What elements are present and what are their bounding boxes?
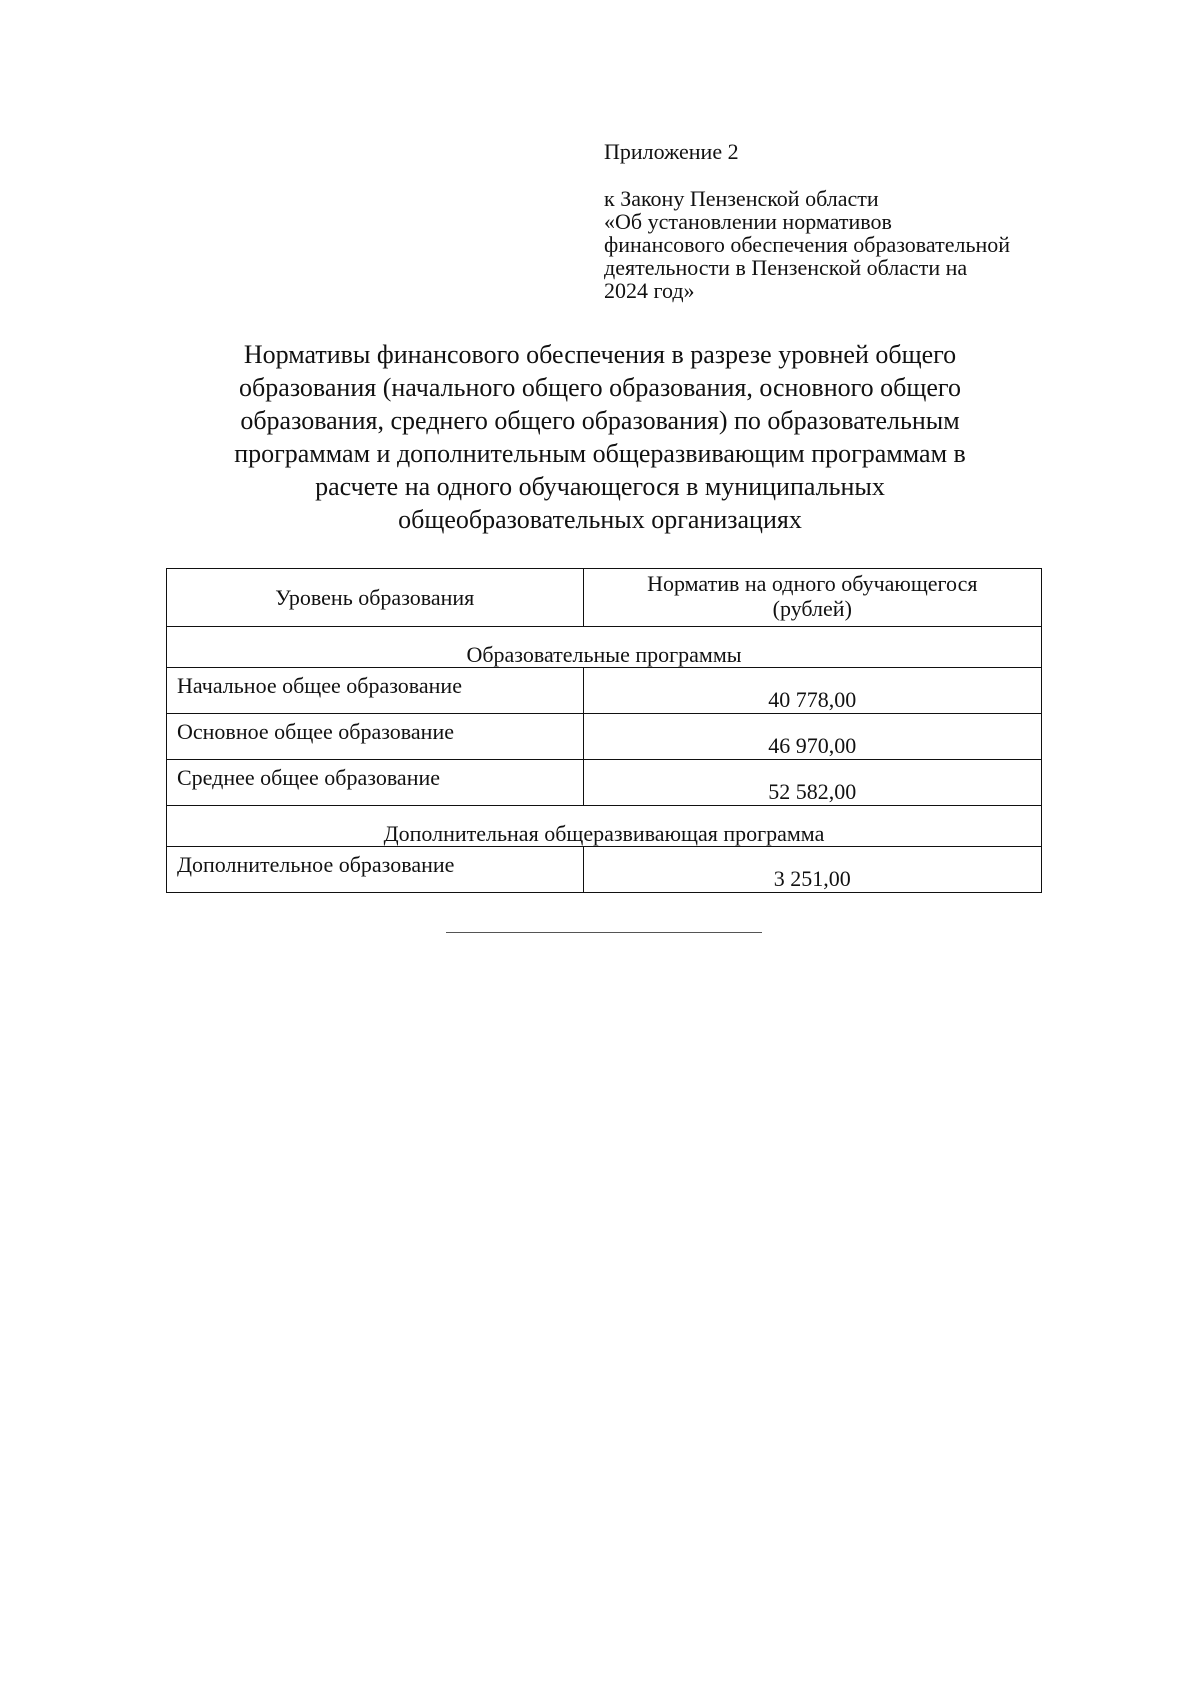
title-line: расчете на одного обучающегося в муниципальных	[315, 472, 885, 501]
row-label: Начальное общее образование	[167, 668, 584, 714]
title-line: программам и дополнительным общеразвивающим программам в	[234, 439, 966, 468]
title-line: общеобразовательных организациях	[398, 505, 802, 534]
row-value: 3 251,00	[583, 847, 1041, 893]
row-label: Дополнительное образование	[167, 847, 584, 893]
table-header-row	[167, 569, 1042, 627]
title-line: Нормативы финансового обеспечения в разрезе уровней общего	[243, 340, 957, 369]
title-line: образования, среднего общего образования) по образовательным	[240, 406, 960, 435]
table-row	[167, 760, 1042, 806]
end-divider	[446, 932, 762, 933]
table-row	[167, 714, 1042, 760]
row-value: 46 970,00	[583, 714, 1041, 760]
section-title: Дополнительная общеразвивающая программа	[167, 806, 1042, 847]
header-level: Уровень образования	[167, 569, 584, 627]
norms-table	[166, 568, 1042, 893]
appendix-line: «Об установлении нормативов	[604, 209, 892, 234]
row-value: 52 582,00	[583, 760, 1041, 806]
appendix-line: деятельности в Пензенской области на	[604, 255, 968, 280]
section-row	[167, 806, 1042, 847]
appendix-line: финансового обеспечения образовательной	[604, 232, 1011, 257]
row-label: Основное общее образование	[167, 714, 584, 760]
document-title	[150, 338, 1050, 536]
row-label: Среднее общее образование	[167, 760, 584, 806]
row-value: 40 778,00	[583, 668, 1041, 714]
header-norm	[583, 569, 1041, 627]
appendix-line: к Закону Пензенской области	[604, 186, 879, 211]
table-row	[167, 847, 1042, 893]
appendix-line: 2024 год»	[604, 278, 695, 303]
header-norm-line1: Норматив на одного обучающегося	[647, 571, 978, 596]
section-row	[167, 627, 1042, 668]
table-row	[167, 668, 1042, 714]
header-norm-line2: (рублей)	[772, 596, 852, 621]
section-title: Образовательные программы	[167, 627, 1042, 668]
title-line: образования (начального общего образования, основного общего	[239, 373, 961, 402]
appendix-block	[604, 140, 1074, 302]
appendix-number: Приложение 2	[604, 139, 739, 164]
